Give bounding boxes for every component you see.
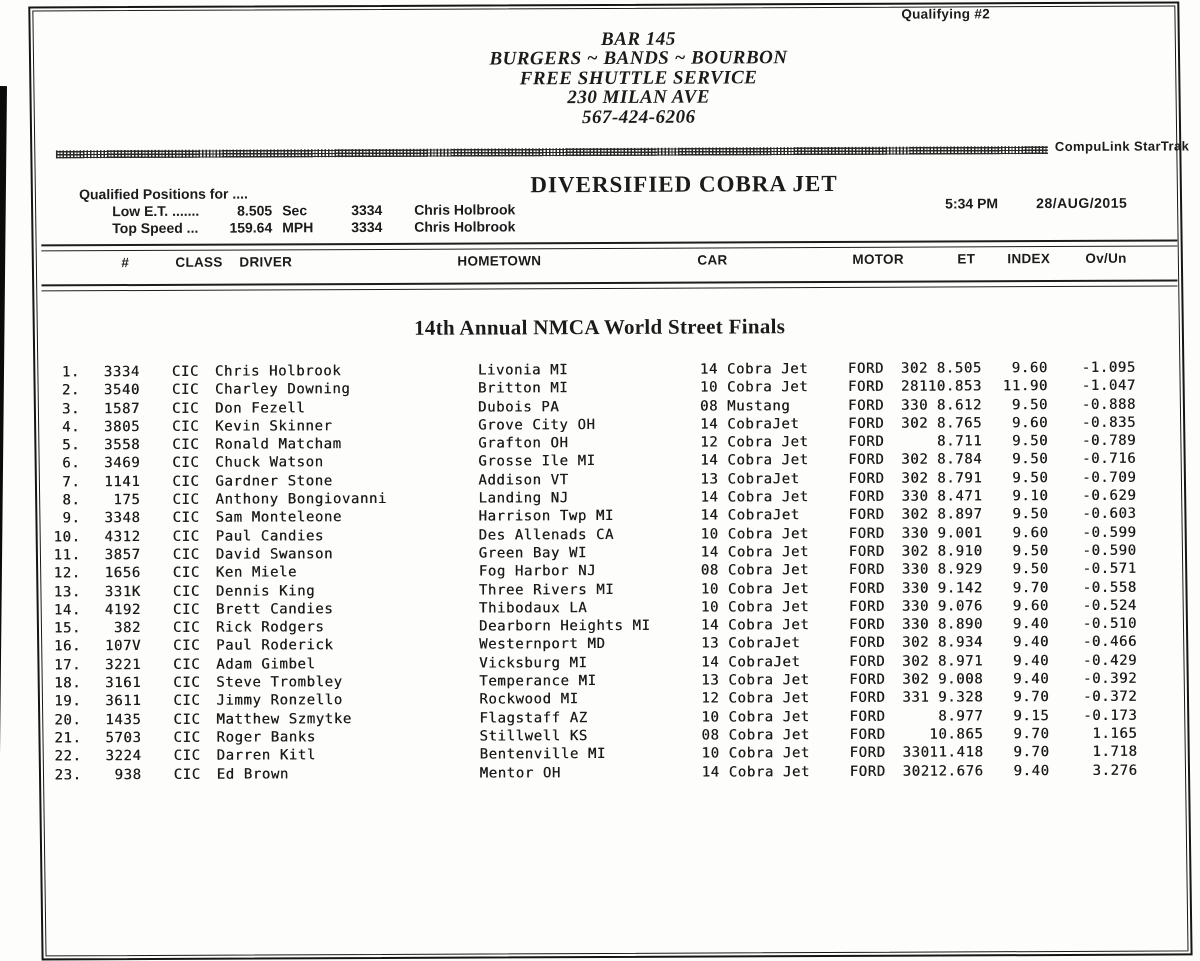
row-motor-brand: FORD: [848, 488, 885, 505]
row-index: 9.70: [1012, 579, 1049, 596]
row-ov-un: -0.603: [1082, 506, 1137, 523]
row-rank: 17.: [54, 657, 82, 674]
row-et: 8.897: [937, 506, 983, 523]
row-class: CIC: [171, 382, 200, 399]
row-driver: Sam Monteleone: [215, 509, 342, 527]
row-rank: 22.: [54, 748, 82, 765]
top-speed-value: 159.64: [229, 219, 273, 236]
row-driver: Adam Gimbel: [216, 655, 316, 673]
row-class: CIC: [173, 729, 201, 746]
row-car-number: 175: [113, 492, 141, 509]
row-driver: Paul Roderick: [216, 637, 334, 655]
row-hometown: Grafton OH: [478, 435, 569, 452]
row-car-number: 382: [113, 620, 142, 637]
row-hometown: Three Rivers MI: [478, 581, 615, 599]
row-driver: Ronald Matcham: [215, 436, 342, 453]
row-et: 8.971: [937, 653, 984, 670]
row-ov-un: -0.173: [1083, 707, 1138, 724]
row-ov-un: -0.558: [1082, 579, 1137, 596]
row-class: CIC: [172, 565, 200, 582]
row-et: 9.008: [938, 671, 984, 688]
row-class: CIC: [172, 473, 200, 490]
row-car-number: 3221: [104, 656, 142, 673]
results-table-body: [0, 359, 1200, 785]
col-header-hometown: HOMETOWN: [457, 253, 542, 269]
row-ov-un: -0.571: [1082, 560, 1137, 578]
row-hometown: Temperance MI: [479, 673, 597, 690]
row-motor-size: 302: [902, 635, 930, 652]
print-time: 5:34 PM: [945, 195, 999, 212]
row-motor-brand: FORD: [849, 690, 886, 707]
row-car-number: 938: [114, 766, 142, 783]
row-index: 9.50: [1012, 543, 1049, 560]
row-rank: 19.: [54, 693, 82, 710]
session-title: DIVERSIFIED COBRA JET: [530, 170, 838, 198]
row-car-number: 331K: [104, 583, 141, 600]
row-motor-brand: FORD: [849, 671, 886, 688]
row-rank: 21.: [54, 730, 82, 747]
row-rank: 12.: [53, 565, 81, 582]
top-speed-driver: Chris Holbrook: [414, 218, 516, 235]
row-motor-size: 330: [902, 744, 930, 761]
col-header-ovun: Ov/Un: [1085, 250, 1127, 266]
row-car-number: 3469: [104, 455, 141, 472]
row-class: CIC: [172, 491, 200, 508]
row-index: 9.50: [1012, 561, 1049, 578]
row-index: 9.60: [1011, 360, 1048, 377]
row-index: 9.40: [1013, 671, 1050, 688]
row-ov-un: -0.716: [1082, 451, 1137, 468]
row-motor-brand: FORD: [848, 470, 885, 487]
row-index: 9.50: [1012, 451, 1049, 468]
row-motor-size: 330: [901, 488, 929, 505]
row-car: 12 Cobra Jet: [700, 434, 809, 451]
row-motor-size: 281: [900, 378, 929, 395]
row-ov-un: -1.095: [1081, 359, 1136, 376]
row-car-number: 4192: [104, 601, 141, 619]
row-hometown: Des Allenads CA: [478, 526, 615, 544]
row-motor-size: 302: [902, 653, 930, 670]
row-car: 10 Cobra Jet: [700, 598, 810, 616]
row-car-number: 3558: [104, 437, 141, 454]
row-rank: 14.: [53, 602, 81, 619]
row-rank: 15.: [53, 620, 82, 637]
row-motor-brand: FORD: [849, 653, 886, 670]
row-car: 08 Cobra Jet: [700, 562, 810, 579]
row-driver: Roger Banks: [216, 729, 316, 746]
row-class: CIC: [171, 363, 200, 380]
row-class: CIC: [172, 418, 200, 435]
row-et: 8.934: [937, 634, 984, 651]
row-et: 8.977: [938, 707, 984, 725]
row-driver: Gardner Stone: [215, 472, 333, 490]
row-rank: 8.: [62, 492, 81, 509]
row-rank: 4.: [62, 419, 81, 436]
row-et: 10.865: [929, 726, 984, 743]
col-header-car: CAR: [697, 252, 728, 268]
row-driver: Dennis King: [215, 582, 316, 600]
venue-ad-line-3: FREE SHUTTLE SERVICE: [519, 67, 758, 90]
row-car: 12 Cobra Jet: [701, 690, 810, 707]
venue-ad: [318, 28, 958, 128]
qualifying-session-label: Qualifying #2: [901, 6, 991, 22]
row-hometown: Mentor OH: [479, 764, 561, 782]
row-motor-size: 302: [902, 763, 930, 780]
low-et-driver: Chris Holbrook: [414, 201, 516, 218]
row-car: 08 Mustang: [699, 397, 791, 415]
row-class: CIC: [173, 693, 201, 710]
row-car: 08 Cobra Jet: [701, 727, 810, 744]
row-class: CIC: [173, 711, 201, 728]
row-driver: Rick Rodgers: [215, 619, 325, 636]
row-motor-size: 330: [901, 580, 929, 597]
row-motor-size: 330: [901, 598, 930, 615]
row-driver: Ed Brown: [216, 765, 289, 783]
row-ov-un: -0.590: [1082, 542, 1137, 559]
row-hometown: Grove City OH: [478, 416, 596, 434]
row-motor-size: 330: [900, 397, 929, 414]
row-driver: Ken Miele: [215, 564, 298, 581]
row-ov-un: -0.466: [1082, 634, 1138, 651]
row-motor-brand: FORD: [849, 708, 886, 725]
row-class: CIC: [172, 455, 200, 472]
system-brand-label: CompuLink StarTrak: [1054, 138, 1190, 155]
row-ov-un: -0.789: [1081, 432, 1137, 450]
row-rank: 13.: [53, 583, 81, 600]
row-rank: 3.: [61, 400, 81, 417]
row-class: CIC: [173, 638, 201, 655]
row-ov-un: -0.835: [1081, 414, 1137, 431]
row-driver: Chris Holbrook: [214, 363, 342, 380]
row-index: 9.70: [1013, 689, 1050, 706]
row-hometown: Landing NJ: [478, 490, 569, 507]
row-motor-size: 331: [902, 689, 930, 707]
row-motor-size: 330: [901, 561, 929, 578]
row-driver: Darren Kitl: [216, 747, 316, 764]
row-class: CIC: [171, 400, 200, 417]
low-et-unit: Sec: [282, 202, 308, 219]
row-car-number: 3224: [105, 748, 142, 765]
row-car-number: 3348: [104, 510, 141, 527]
row-car: 13 CobraJet: [700, 470, 800, 488]
row-class: CIC: [173, 747, 201, 765]
row-driver: Charley Downing: [214, 381, 351, 398]
row-et: 10.853: [927, 378, 982, 395]
row-index: 9.40: [1013, 762, 1050, 779]
row-ov-un: 1.165: [1092, 725, 1138, 742]
row-et: 9.142: [937, 579, 983, 597]
row-car: 10 Cobra Jet: [701, 745, 810, 762]
row-motor-size: 302: [901, 415, 929, 432]
row-hometown: Livonia MI: [477, 362, 569, 379]
venue-ad-line-5: 567-424-6206: [581, 106, 696, 128]
top-speed-car-number: 3334: [351, 218, 383, 236]
row-index: 9.70: [1013, 725, 1050, 743]
row-car: 10 Cobra Jet: [700, 525, 809, 543]
event-title: 14th Annual NMCA World Street Finals: [414, 314, 786, 340]
row-motor-brand: FORD: [848, 616, 886, 634]
row-car-number: 107V: [104, 638, 142, 655]
row-motor-brand: FORD: [848, 580, 885, 597]
row-index: 9.15: [1013, 707, 1050, 724]
row-car-number: 3161: [105, 675, 142, 692]
row-hometown: Dubois PA: [477, 398, 560, 416]
col-header-class: CLASS: [175, 254, 223, 270]
row-index: 9.40: [1012, 652, 1050, 669]
row-index: 9.40: [1012, 616, 1050, 633]
row-motor-brand: FORD: [849, 744, 886, 762]
row-driver: Kevin Skinner: [215, 418, 333, 435]
row-hometown: Westernport MD: [479, 636, 606, 653]
row-car-number: 4312: [104, 528, 141, 545]
row-motor-brand: FORD: [847, 360, 885, 377]
row-car-number: 1656: [104, 565, 141, 582]
row-rank: 2.: [61, 382, 80, 399]
row-car: 14 Cobra Jet: [700, 452, 809, 470]
row-motor-size: 302: [901, 452, 929, 469]
row-motor-brand: FORD: [849, 726, 886, 743]
print-date: 28/AUG/2015: [1036, 194, 1128, 212]
row-hometown: Dearborn Heights MI: [478, 617, 651, 635]
row-car: 13 CobraJet: [701, 635, 801, 653]
row-motor-brand: FORD: [848, 562, 885, 579]
row-ov-un: -0.429: [1082, 652, 1138, 669]
row-motor-size: 302: [901, 543, 929, 560]
row-et: 8.612: [936, 396, 983, 414]
row-index: 9.70: [1013, 744, 1050, 761]
row-hometown: Flagstaff AZ: [479, 709, 588, 727]
venue-ad-line-4: 230 MILAN AVE: [567, 86, 711, 109]
row-rank: 1.: [61, 364, 80, 381]
row-driver: Brett Candies: [215, 601, 334, 618]
row-rank: 20.: [54, 711, 82, 729]
row-motor-brand: FORD: [848, 525, 885, 542]
row-et: 8.505: [936, 360, 982, 377]
row-car-number: 3857: [104, 546, 141, 564]
row-index: 9.60: [1012, 524, 1049, 541]
row-class: CIC: [172, 436, 200, 454]
row-et: 8.929: [937, 561, 983, 578]
row-hometown: Harrison Twp MI: [478, 508, 614, 525]
row-car: 14 Cobra Jet: [701, 763, 811, 781]
row-driver: Anthony Bongiovanni: [215, 491, 388, 508]
row-driver: Paul Candies: [215, 527, 324, 545]
row-class: CIC: [172, 619, 201, 637]
row-car: 14 Cobra Jet: [699, 361, 809, 378]
row-ov-un: -0.888: [1081, 396, 1137, 413]
row-class: CIC: [172, 583, 200, 600]
row-motor-size: 330: [901, 616, 930, 633]
row-driver: Chuck Watson: [215, 454, 324, 472]
row-et: 8.910: [937, 543, 983, 560]
row-motor-size: 302: [901, 470, 929, 487]
row-index: 11.90: [1002, 378, 1048, 395]
row-motor-brand: FORD: [848, 415, 885, 432]
row-hometown: Vicksburg MI: [479, 654, 588, 672]
row-class: CIC: [172, 528, 200, 545]
row-ov-un: -1.047: [1081, 377, 1136, 395]
top-speed-unit: MPH: [282, 219, 314, 236]
row-et: 8.471: [937, 488, 983, 505]
row-motor-brand: FORD: [848, 452, 885, 469]
row-rank: 6.: [62, 455, 81, 472]
row-hometown: Fog Harbor NJ: [478, 563, 597, 580]
row-driver: David Swanson: [215, 546, 334, 563]
row-index: 9.50: [1011, 396, 1049, 413]
row-rank: 9.: [62, 510, 81, 527]
row-et: 9.076: [937, 598, 983, 615]
row-driver: Jimmy Ronzello: [216, 692, 343, 710]
qualified-positions-heading: Qualified Positions for ....: [79, 185, 248, 203]
low-et-value: 8.505: [237, 202, 273, 219]
row-motor-brand: FORD: [847, 397, 885, 414]
low-et-car-number: 3334: [351, 201, 383, 219]
row-hometown: Thibodaux LA: [478, 599, 588, 617]
col-header-index: INDEX: [1007, 251, 1051, 267]
row-ov-un: -0.372: [1083, 689, 1138, 706]
row-driver: Don Fezell: [214, 399, 306, 417]
row-et: 8.791: [937, 470, 983, 487]
row-class: CIC: [173, 766, 201, 783]
row-rank: 7.: [62, 474, 81, 491]
row-ov-un: -0.392: [1082, 670, 1138, 687]
row-ov-un: 3.276: [1092, 762, 1138, 779]
row-motor-size: 330: [901, 525, 929, 542]
row-motor-size: 302: [901, 506, 929, 524]
row-et: 8.784: [937, 451, 983, 469]
row-class: CIC: [172, 601, 201, 618]
row-hometown: Britton MI: [477, 380, 569, 397]
row-car: 10 Cobra Jet: [700, 580, 810, 598]
row-motor-brand: FORD: [849, 763, 886, 780]
row-class: CIC: [172, 546, 200, 563]
row-index: 9.50: [1012, 506, 1049, 523]
row-et: 8.711: [936, 433, 983, 450]
row-car: 14 CobraJet: [700, 416, 800, 433]
row-car-number: 1435: [105, 711, 142, 728]
row-class: CIC: [172, 510, 200, 527]
row-index: 9.50: [1012, 469, 1049, 486]
row-motor-brand: FORD: [849, 635, 886, 652]
row-class: CIC: [173, 656, 201, 673]
row-rank: 11.: [53, 547, 81, 564]
row-rank: 16.: [53, 638, 82, 655]
low-et-label: Low E.T. .......: [112, 202, 200, 220]
col-header-et: ET: [957, 251, 976, 267]
row-class: CIC: [173, 674, 201, 691]
row-et: 9.328: [938, 689, 984, 706]
row-hometown: Bentenville MI: [479, 746, 606, 763]
row-ov-un: 1.718: [1092, 743, 1138, 761]
row-hometown: Stillwell KS: [479, 727, 588, 745]
row-motor-brand: FORD: [848, 433, 885, 451]
row-car: 14 Cobra Jet: [700, 489, 809, 506]
row-hometown: Rockwood MI: [479, 691, 579, 708]
row-et: 8.890: [937, 616, 984, 633]
col-header-rank: #: [121, 255, 130, 271]
row-ov-un: -0.510: [1082, 615, 1138, 633]
row-rank: 10.: [53, 528, 81, 546]
row-car: 14 Cobra Jet: [700, 617, 810, 634]
row-motor-brand: FORD: [848, 598, 886, 615]
row-car-number: 3611: [105, 693, 142, 710]
row-car-number: 1141: [104, 473, 141, 490]
row-index: 9.60: [1012, 597, 1049, 615]
row-motor-size: 302: [902, 671, 930, 688]
row-motor-brand: FORD: [848, 507, 885, 524]
row-driver: Steve Trombley: [216, 674, 343, 691]
row-motor-brand: FORD: [848, 543, 885, 560]
row-driver: Matthew Szmytke: [216, 710, 352, 728]
col-header-motor: MOTOR: [852, 251, 904, 267]
col-header-driver: DRIVER: [239, 254, 293, 270]
row-car: 14 CobraJet: [701, 653, 801, 671]
row-et: 9.001: [937, 525, 983, 542]
row-ov-un: -0.599: [1082, 524, 1137, 541]
row-car-number: 3334: [103, 364, 140, 381]
venue-ad-line-2: BURGERS ~ BANDS ~ BOURBON: [489, 47, 788, 70]
row-et: 12.676: [929, 762, 984, 780]
row-car-number: 1587: [103, 400, 141, 417]
row-car-number: 5703: [105, 729, 142, 747]
row-hometown: Grosse Ile MI: [478, 453, 596, 471]
row-car: 14 CobraJet: [700, 507, 800, 524]
row-car: 10 Cobra Jet: [699, 379, 809, 396]
row-ov-un: -0.709: [1082, 469, 1137, 486]
row-car: 13 Cobra Jet: [701, 672, 810, 689]
row-index: 9.40: [1012, 634, 1050, 651]
top-speed-label: Top Speed ...: [112, 219, 199, 237]
row-index: 9.60: [1011, 414, 1049, 432]
row-hometown: Green Bay WI: [478, 545, 588, 562]
row-index: 9.50: [1012, 433, 1049, 450]
row-ov-un: -0.629: [1082, 487, 1137, 504]
row-motor-size: 302: [900, 360, 928, 377]
row-rank: 23.: [54, 766, 82, 783]
row-index: 9.10: [1012, 488, 1049, 505]
row-car-number: 3805: [103, 418, 141, 436]
row-car: 14 Cobra Jet: [700, 544, 810, 561]
row-et: 8.765: [936, 415, 983, 432]
row-hometown: Addison VT: [478, 471, 569, 489]
row-ov-un: -0.524: [1082, 597, 1137, 614]
row-rank: 5.: [62, 437, 81, 454]
row-et: 11.418: [929, 744, 984, 761]
row-rank: 18.: [54, 675, 82, 692]
venue-ad-line-1: BAR 145: [600, 28, 676, 50]
row-motor-brand: FORD: [847, 379, 885, 396]
row-car: 10 Cobra Jet: [701, 708, 810, 726]
row-car-number: 3540: [103, 382, 140, 399]
